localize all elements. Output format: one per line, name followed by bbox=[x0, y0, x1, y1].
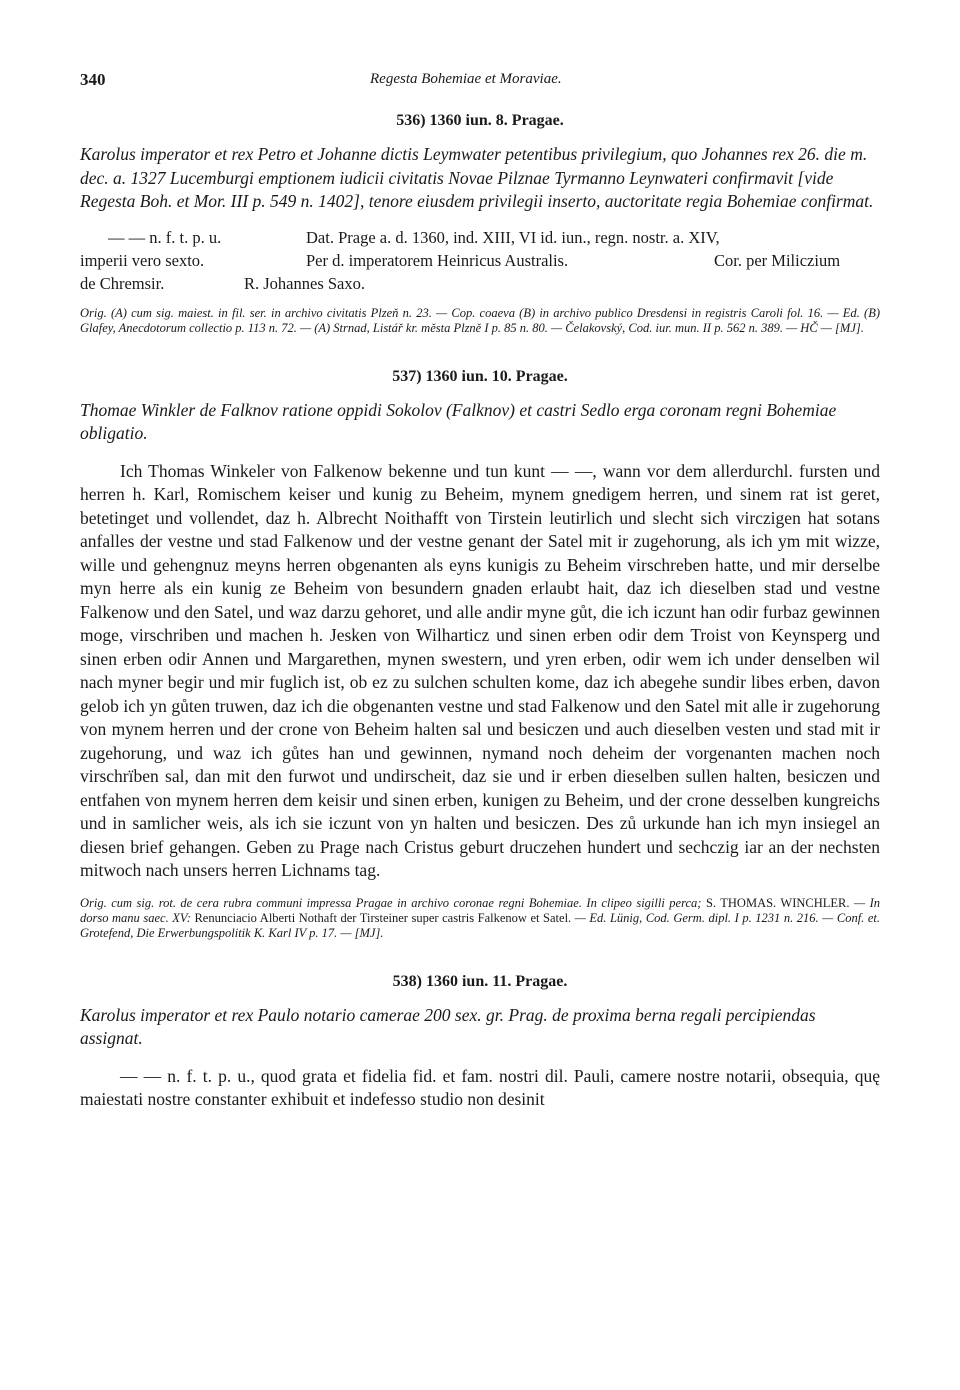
entry-537 bbox=[80, 368, 880, 941]
entry-538 bbox=[80, 973, 880, 1112]
page-number: 340 bbox=[80, 70, 106, 89]
entry-heading: 536) 1360 iun. 8. Pragae. bbox=[396, 112, 564, 129]
dating-corrector-place: de Chremsir. bbox=[80, 273, 165, 293]
tradition-note: Orig. (A) cum sig. maiest. in fil. ser. in archivo civitatis Plzeň n. 23. — Cop. coaeva (B) in archivo publico Dresdensi in registris Caroli fol. 16. — Ed. (B) Glafey, Anecdotorum collectio p. 113 n. 72. — (A) Strnad, Listář kr. města Plzně I p. 85 n. 80. — Čelakovský, Cod. iur. mun. II p. 562 n. 389. — HČ — [MJ]. bbox=[80, 305, 880, 335]
charter-text: — — n. f. t. p. u., quod grata et fidelia fid. et fam. nostri dil. Pauli, camere nostre notarii, obsequia, quę maiestati nostre constanter exhibuit et indefesso studio non desinit bbox=[80, 1065, 880, 1109]
entry-heading: 537) 1360 iun. 10. Pragae. bbox=[392, 367, 568, 385]
entry-heading: 538) 1360 iun. 11. Pragae. bbox=[392, 972, 568, 990]
entry-summary: Karolus imperator et rex Petro et Johanne dictis Leymwater petentibus privilegium, quo Johannes rex 26. die m. dec. a. 1327 Lucemburgi emptionem iudicii civitatis Novae Pilznae Tyrmanno Leynwateri confirmavit [vide Regesta Boh. et Mor. III p. 549 n. 1402], tenore eiusdem privilegii inserto, auctoritate regia Bohemiae confirmat. bbox=[80, 144, 874, 211]
dating-imperial-year: imperii vero sexto. bbox=[80, 250, 205, 270]
dating-correction: Cor. per Miliczium bbox=[714, 250, 841, 270]
dating-registrator: R. Johannes Saxo. bbox=[244, 273, 365, 293]
running-title: Regesta Bohemiae et Moraviae. bbox=[370, 71, 562, 87]
page-header bbox=[80, 70, 880, 98]
seal-legend: S. THOMAS. WINCHLER. bbox=[705, 895, 850, 910]
entry-536 bbox=[80, 112, 880, 336]
entry-summary: Thomae Winkler de Falknov ratione oppidi Sokolov (Falknov) et castri Sedlo erga coronam regni Bohemiae obligatio. bbox=[80, 399, 837, 443]
charter-text: Ich Thomas Winkeler von Falkenow bekenne und tun kunt — —, wann vor dem allerdurchl. fursten und herren h. Karl, Romischem keiser und kunig zu Beheim, mynem gnedigem herren, und sinem rat ist geret, betetinget und vollendet, daz h. Albrecht Noithafft von Tirstein leutirlich und slecht sich virczigen hat sotans anfalles der vestne und stad Falkenow und der vestne genant der Satel mit ir zugehorung, als ich ym mit wizze, wille und gehengnuz meyns herren obgenanten als eyns kunigis zu Beheim virschreben hatte, und mir derselbe myn herre als ein kunig ze Beheim von besundern gnaden erlaubt hait, daz ich dieselben stad und vestne Falkenow und den Satel, und waz darzu gehoret, und alle andir myne gůt, die ich iczunt han odir furbaz gewinnen moge, virschriben und machen h. Jesken von Wilharticz und sinen erben odir dem Troist von Keynsperg und sinen erben odir Annen und Margarethen, mynen swestern, und yren erben, odir wem ich under denselben wil nach myner begir und mir fuglich ist, ob ez zu sulchen schulten kome, daz ich abegehe sundir libes erben, davon gelob ich yn gůten truwen, daz ich die obgenanten vestne und stad Falkenow und den Satel mit alle ir zugehorung von mynem herren und der crone von Beheim halten sal und besiczen und auch dieselben vesten und stad mit ir zugehorung, und waz ich gůtes han und gewinnen, nymand noch deheim der vorgenanten machen noch virschrïben sal, dan mit den furwot und undirscheit, daz sie und ir erben dieselben sullen halten, besiczen und entfahen von mynem herren dem keisir und sinen erben, kunigen zu Beheim, und der crone desselben kungreichs und in samlicher weis, als ich sie iczunt von yn halten und besiczen. Des zů urkunde han ich myn insiegel an diesen brief gehangen. Geben zu Prage nach Cristus geburt druczehen hundert und sechczig iar an der nechsten mitwoch nach unsers herren Lichnams tag. bbox=[80, 460, 880, 880]
tradition-note: Orig. cum sig. rot. de cera rubra communi impressa Pragae in archivo coronae regni Bohemiae. In clipeo sigilli perca; S. THOMAS. WINCHLER. — In dorso manu saec. XV: Renunciacio Alberti Nothaft der Tirsteiner super castris Falkenow et Satel. — Ed. Lünig, Cod. Germ. dipl. I p. 1231 n. 216. — Conf. et. Grotefend, Die Erwerbungspolitik K. Karl IV p. 17. — [MJ]. bbox=[80, 895, 880, 940]
entry-summary: Karolus imperator et rex Paulo notario camerae 200 sex. gr. Prag. de proxima berna regali percipiendas assignat. bbox=[80, 1004, 816, 1048]
dating-clause bbox=[80, 226, 880, 295]
dating-formula: — — n. f. t. p. u. bbox=[108, 227, 222, 247]
document-page bbox=[80, 70, 880, 1112]
dating-date: Dat. Prage a. d. 1360, ind. XIII, VI id. iun., regn. nostr. a. XIV, bbox=[306, 227, 720, 247]
dating-per: Per d. imperatorem Heinricus Australis. bbox=[306, 250, 569, 270]
dorsal-note: Renunciacio Alberti Nothaft der Tirsteiner super castris Falkenow et Satel. bbox=[194, 910, 572, 925]
